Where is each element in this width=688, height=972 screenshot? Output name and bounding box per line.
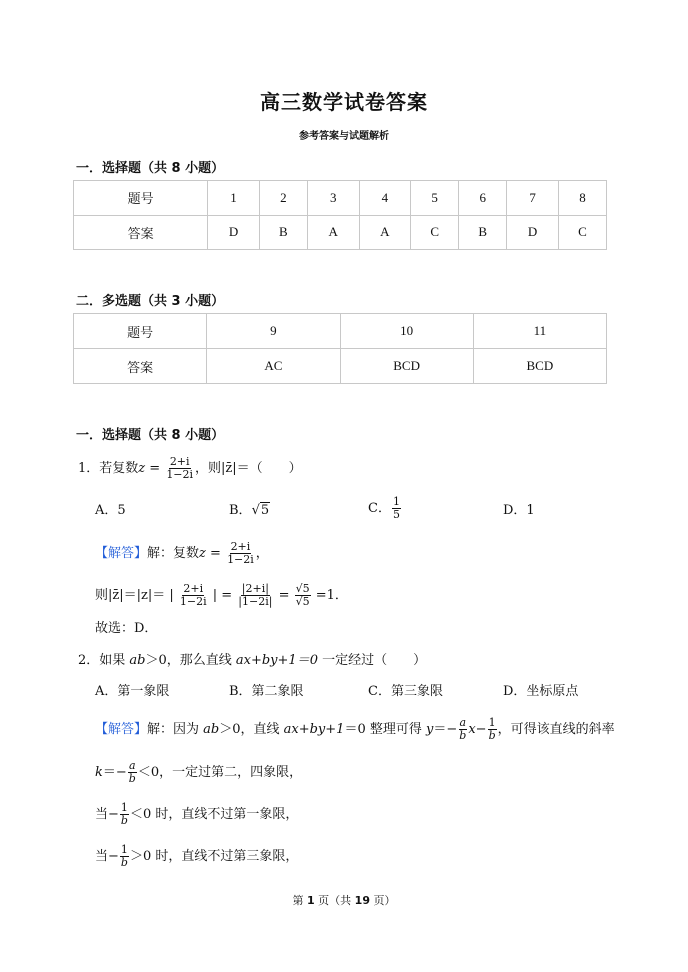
q1-option-c: C． $\frac{1}{5}$	[368, 495, 400, 521]
table-cell: 7	[507, 181, 559, 216]
table-cell: 题号	[74, 181, 208, 216]
table-cell: 8	[558, 181, 606, 216]
table-row	[74, 349, 607, 384]
table-cell: C	[558, 215, 606, 250]
page-title: 高三数学试卷答案	[260, 90, 428, 114]
page-footer: 第 1 页（共 19 页）	[292, 894, 396, 907]
fraction: $\frac{2+i}{1-2i}$	[227, 540, 254, 566]
table-cell: B	[459, 215, 507, 250]
q2-option-d: D．坐标原点	[503, 684, 579, 699]
q2-option-a: A．第一象限	[95, 684, 170, 699]
fraction: $\frac{2+i}{1-2i}$	[179, 582, 207, 608]
table-cell: C	[411, 215, 459, 250]
table-cell: B	[259, 215, 307, 250]
section3-heading: 一．选择题（共 8 小题）	[76, 428, 225, 443]
page-subtitle: 参考答案与试题解析	[299, 131, 389, 142]
table-cell: D	[507, 215, 559, 250]
section1-heading: 一．选择题（共 8 小题）	[76, 161, 225, 176]
table-cell: 10	[340, 314, 473, 349]
q2-stem: 2．如果 ab＞0，那么直线 ax+by+1＝0 一定经过（ ）	[78, 653, 427, 668]
fraction: $\frac{2+i}{1-2i}$	[166, 455, 194, 481]
table-cell: 11	[473, 314, 606, 349]
table-cell: 4	[359, 181, 411, 216]
fraction: $\frac{|2+i|}{|1-2i|}$	[238, 582, 273, 608]
q2-answer-line4: 当− $\frac{1}{b}$ ＞0 时，直线不过第三象限，	[95, 843, 299, 869]
page-number: 1	[307, 894, 315, 907]
q1-stem: 1．若复数z = $\frac{2+i}{1-2i}$ ，则|z̄|＝（ ）	[78, 455, 302, 481]
table-cell: 5	[411, 181, 459, 216]
q1-answer-line1: 【解答】解：复数z = $\frac{2+i}{1-2i}$ ，	[95, 540, 269, 566]
fraction: $\frac{1}{b}$	[488, 716, 496, 742]
q1-answer-line3: 故选：D．	[95, 621, 158, 636]
table-cell: A	[307, 215, 359, 250]
table-cell: 6	[459, 181, 507, 216]
q1-answer-line2: 则|z̄|＝|z|＝ | $\frac{2+i}{1-2i}$ | = $\frac{|2+i|}{|1-2i|}$ = $\frac{√5}{√5}$ =1．	[95, 582, 348, 608]
fraction: $\frac{1}{5}$	[392, 495, 400, 521]
fraction: $\frac{a}{b}$	[128, 759, 136, 785]
table-cell: AC	[207, 349, 340, 384]
answer-tag: 【解答】	[95, 546, 148, 561]
answer-tag: 【解答】	[95, 722, 148, 737]
fraction: $\frac{1}{b}$	[120, 801, 128, 827]
table-cell: BCD	[340, 349, 473, 384]
fraction: $\frac{√5}{√5}$	[295, 582, 310, 608]
q2-answer-line3: 当− $\frac{1}{b}$ ＜0 时，直线不过第一象限，	[95, 801, 299, 827]
section2-heading: 二．多选题（共 3 小题）	[76, 294, 225, 309]
q2-answer-line1: 【解答】解：因为 ab＞0，直线 ax+by+1＝0 整理可得 y＝− $\frac{a}{b}$ x− $\frac{1}{b}$ ，可得该直线的斜率	[95, 716, 615, 742]
fraction: $\frac{1}{b}$	[120, 843, 128, 869]
q2-option-c: C．第三象限	[368, 684, 443, 699]
table-row	[74, 314, 607, 349]
table-cell: 3	[307, 181, 359, 216]
table-cell: 答案	[74, 215, 208, 250]
table-cell: 1	[208, 181, 260, 216]
table-cell: 2	[259, 181, 307, 216]
q2-answer-line2: k＝− $\frac{a}{b}$ ＜0，一定过第二，四象限，	[95, 759, 303, 785]
q1-option-b: B．√5	[229, 503, 270, 518]
q1-option-a: A．5	[95, 503, 126, 518]
table-cell: A	[359, 215, 411, 250]
answer-table-multi	[73, 313, 607, 384]
table-row	[74, 181, 607, 216]
table-cell: 题号	[74, 314, 207, 349]
q2-option-b: B．第二象限	[229, 684, 304, 699]
table-cell: 答案	[74, 349, 207, 384]
q1-option-d: D．1	[503, 503, 535, 518]
table-cell: D	[208, 215, 260, 250]
table-cell: BCD	[473, 349, 606, 384]
answer-table-single	[73, 180, 607, 250]
table-row	[74, 215, 607, 250]
page-total: 19	[354, 894, 370, 907]
table-cell: 9	[207, 314, 340, 349]
fraction: $\frac{a}{b}$	[459, 716, 467, 742]
